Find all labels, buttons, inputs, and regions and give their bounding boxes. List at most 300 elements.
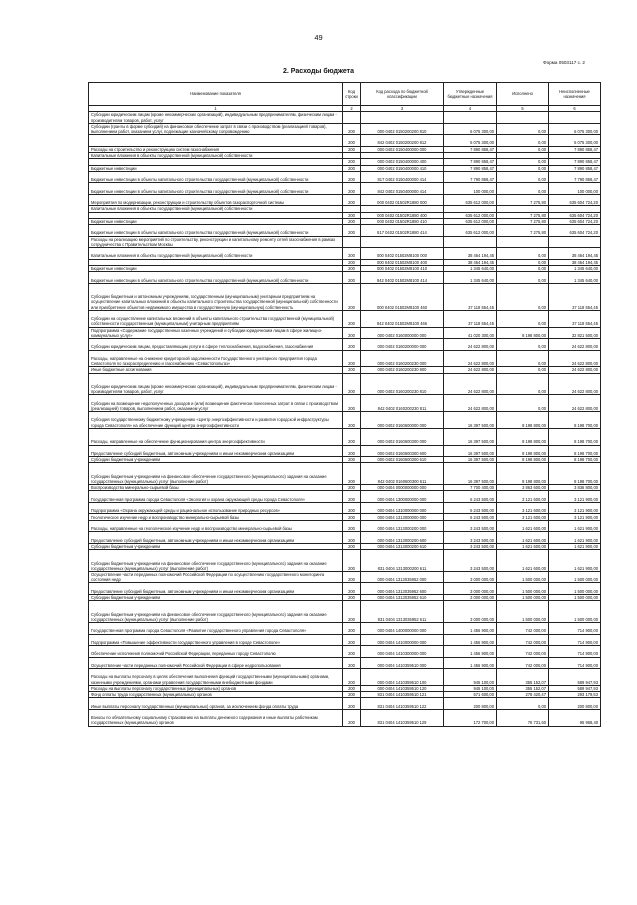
row-budget-code: 000 0404 1410359510 000 [361, 657, 444, 669]
row-approved-value: 16 397 500,00 [444, 445, 497, 457]
row-indicator-name: Геологическое изучение недр и воспроизводство минерально-сырьевой базы [89, 514, 343, 520]
row-executed-value: 8 198 800,00 [497, 327, 549, 339]
row-executed-value: 0,00 [497, 350, 549, 367]
row-executed-value: 8 198 800,00 [497, 445, 549, 457]
row-approved-value: 37 118 554,45 [444, 310, 497, 327]
row-indicator-name: Воспроизводство минерально-сырьевой базы [89, 485, 343, 491]
row-line-code: 200 [343, 171, 361, 183]
row-approved-value: 41 020 300,00 [444, 327, 497, 339]
table-row [89, 236, 601, 248]
table-row [89, 194, 601, 206]
row-budget-code: 000 0404 1313000200 600 [361, 532, 444, 544]
row-executed-value: 0,00 [497, 698, 549, 710]
row-approved-value: 3 000 000,00 [444, 571, 497, 583]
row-executed-value: 1 500 000,00 [497, 601, 549, 623]
row-line-code: 200 [343, 623, 361, 635]
row-unexecuted-value: 635 604 724,20 [549, 218, 601, 224]
row-budget-code: 000 0404 1410359510 120 [361, 685, 444, 691]
row-indicator-name: Предоставление субсидий бюджетным, автономным учреждениям и иным некоммерческим организациям [89, 532, 343, 544]
table-row [89, 428, 601, 445]
row-line-code: 200 [343, 350, 361, 367]
row-approved-value: 635 612 000,00 [444, 218, 497, 224]
row-executed-value: 1 621 600,00 [497, 550, 549, 572]
row-unexecuted-value: 8 198 700,00 [549, 457, 601, 463]
row-approved-value: 3 243 500,00 [444, 550, 497, 572]
row-line-code: 200 [343, 491, 361, 503]
row-unexecuted-value: 1 500 000,00 [549, 583, 601, 595]
row-indicator-name: Расходы на выплаты персоналу государственных (муниципальных) органов [89, 685, 343, 691]
table-row [89, 412, 601, 429]
row-indicator-name: Государственная программа города Севастополя «Развитие государственного управления города Севастополя» [89, 623, 343, 635]
row-line-code: 200 [343, 135, 361, 147]
row-unexecuted-value: 8 198 700,00 [549, 412, 601, 429]
table-row [89, 502, 601, 514]
row-executed-value: 0,00 [497, 165, 549, 171]
row-indicator-name: Иные бюджетные ассигнования [89, 367, 343, 373]
row-executed-value: 8 198 800,00 [497, 412, 549, 429]
row-unexecuted-value: 24 622 800,00 [549, 367, 601, 373]
page-number: 49 [314, 33, 323, 42]
header-line-code: Код строки [343, 83, 361, 106]
row-line-code: 200 [343, 669, 361, 686]
row-approved-value: 1 456 900,00 [444, 646, 497, 658]
row-approved-value: 7 700 400,00 [444, 485, 497, 491]
row-budget-code: 000 0402 0150400000 000 [361, 146, 444, 152]
table-row [89, 135, 601, 147]
row-budget-code: 000 0402 01502М8100 410 [361, 265, 444, 271]
row-budget-code: 000 0402 0160000000 000 [361, 327, 444, 339]
row-line-code: 200 [343, 685, 361, 691]
row-unexecuted-value: 8 198 700,00 [549, 428, 601, 445]
row-indicator-name: Мероприятия по модернизации, реконструкции и строительству объектов газораспорточной системы [89, 194, 343, 206]
row-executed-value: 0,00 [497, 367, 549, 373]
row-budget-code: 000 0404 1410359510 100 [361, 669, 444, 686]
expenses-table-wrapper [88, 82, 600, 727]
row-executed-value: 0,00 [497, 310, 549, 327]
row-indicator-name: Субсидии бюджетным учреждениям [89, 543, 343, 549]
table-row [89, 532, 601, 544]
row-unexecuted-value: 100 000,00 [549, 183, 601, 195]
row-indicator-name: Бюджетные инвестиции [89, 218, 343, 224]
expenses-table [88, 82, 601, 727]
row-executed-value: 0,00 [497, 135, 549, 147]
row-indicator-name: Расходы на строительство и реконструкцию систем газоснабжения [89, 146, 343, 152]
row-line-code: 200 [343, 367, 361, 373]
row-line-code: 200 [343, 183, 361, 195]
row-indicator-name: Фонд оплаты труда государственных (муниципальных) органов [89, 692, 343, 698]
row-line-code [343, 112, 361, 124]
table-row [89, 623, 601, 635]
row-indicator-name: Расходы на реализацию мероприятий по строительству, реконструкции и капитальному ремонту сетей газоснабжения в рамках сотрудничества с Правительством Москвы [89, 236, 343, 248]
row-executed-value: 0,00 [497, 248, 549, 260]
column-index: 1 [89, 106, 343, 112]
row-executed-value: 1 621 600,00 [497, 532, 549, 544]
row-indicator-name: Подпрограмма «Охрана окружающей среды и рациональное использование природных ресурсов» [89, 502, 343, 514]
row-unexecuted-value: 7 790 858,47 [549, 171, 601, 183]
row-approved-value: 24 622 800,00 [444, 350, 497, 367]
row-approved-value: 24 622 800,00 [444, 339, 497, 351]
row-executed-value: 0,00 [497, 159, 549, 165]
row-approved-value: 635 612 000,00 [444, 194, 497, 206]
row-executed-value: 0,00 [497, 272, 549, 284]
column-index: 2 [343, 106, 361, 112]
row-indicator-name: Предоставление субсидий бюджетным, автономным учреждениям и иным некоммерческим организациям [89, 445, 343, 457]
row-approved-value: 16 397 500,00 [444, 457, 497, 463]
row-approved-value: 100 000,00 [444, 183, 497, 195]
row-budget-code: 817 0402 01502R1880 414 [361, 225, 444, 237]
row-line-code: 200 [343, 550, 361, 572]
row-indicator-name: Капитальные вложения в объекты государственной (муниципальной) собственности [89, 206, 343, 212]
row-budget-code: 831 0404 1410359510 129 [361, 709, 444, 726]
row-line-code: 200 [343, 123, 361, 134]
row-executed-value: 0,00 [497, 259, 549, 265]
row-line-code: 200 [343, 485, 361, 491]
row-unexecuted-value: 95 968,40 [549, 709, 601, 726]
row-unexecuted-value: 3 121 900,00 [549, 502, 601, 514]
header-executed: Исполнено [497, 83, 549, 106]
table-row [89, 310, 601, 327]
table-row [89, 248, 601, 260]
table-row [89, 463, 601, 485]
row-executed-value: 0,00 [497, 123, 549, 134]
row-unexecuted-value: 1 500 000,00 [549, 571, 601, 583]
row-approved-value: 6 243 500,00 [444, 502, 497, 514]
row-budget-code: 000 0402 0160600300 000 [361, 428, 444, 445]
row-indicator-name: Подпрограмма «Содержание государственных казенных учреждений и субсидии юридическим лицам в сфере жилищно-коммунальных услуг» [89, 327, 343, 339]
row-approved-value: 24 622 800,00 [444, 367, 497, 373]
row-indicator-name: Осуществление части переданных полномочий Российской Федерации по осуществлению государственного мониторинга состояния недр [89, 571, 343, 583]
row-line-code: 200 [343, 457, 361, 463]
table-row [89, 123, 601, 134]
table-row [89, 709, 601, 726]
row-budget-code: 000 0404 1410300000 000 [361, 646, 444, 658]
row-budget-code: 000 0404 1310000000 000 [361, 502, 444, 514]
row-budget-code [361, 236, 444, 248]
row-executed-value: 8 198 800,00 [497, 457, 549, 463]
table-row [89, 550, 601, 572]
row-executed-value: 1 500 000,00 [497, 583, 549, 595]
row-indicator-name: Иные выплаты персоналу государственных (муниципальных) органов, за исключением фонда оплаты труда [89, 698, 343, 710]
column-index: 6 [549, 106, 601, 112]
table-row [89, 698, 601, 710]
header-approved: Утвержденные бюджетные назначения [444, 83, 497, 106]
row-indicator-name: Расходы, направленные на геологическое изучение недр и воспроизводство минерально-сырьевой базы [89, 520, 343, 532]
row-line-code: 200 [343, 265, 361, 271]
row-approved-value: 24 622 800,00 [444, 395, 497, 412]
table-row [89, 327, 601, 339]
row-line-code: 200 [343, 698, 361, 710]
row-approved-value: 7 890 858,47 [444, 165, 497, 171]
row-line-code: 200 [343, 428, 361, 445]
row-line-code: 200 [343, 514, 361, 520]
table-row [89, 634, 601, 646]
row-unexecuted-value: 37 118 554,45 [549, 283, 601, 310]
row-line-code: 200 [343, 532, 361, 544]
row-approved-value: 7 790 858,47 [444, 171, 497, 183]
row-budget-code: 842 0402 0160600300 611 [361, 463, 444, 485]
row-unexecuted-value: 635 604 724,20 [549, 225, 601, 237]
row-indicator-name: Осуществление части переданных полномочий Российской Федерации в сфере недропользования [89, 657, 343, 669]
row-indicator-name: Бюджетные инвестиции в объекты капитального строительства государственной (муниципальной) собственности [89, 171, 343, 183]
row-line-code: 200 [343, 146, 361, 152]
row-executed-value [497, 112, 549, 124]
row-line-code: 200 [343, 225, 361, 237]
row-line-code: 200 [343, 327, 361, 339]
row-unexecuted-value: 24 622 800,00 [549, 395, 601, 412]
row-executed-value: 76 731,60 [497, 709, 549, 726]
row-budget-code: 842 0402 0150400000 414 [361, 183, 444, 195]
row-budget-code: 000 0402 0150200200 810 [361, 123, 444, 134]
row-indicator-name: Бюджетные инвестиции [89, 165, 343, 171]
row-approved-value: 3 243 500,00 [444, 520, 497, 532]
row-indicator-name: Субсидии на осуществление капитальных вложений в объекты капитального строительства государственной (муниципальной) собственности государственным (муниципальным) унитарным предприятиям [89, 310, 343, 327]
row-unexecuted-value: 6 075 300,00 [549, 123, 601, 134]
table-row [89, 350, 601, 367]
row-budget-code: 000 0402 01502М8100 000 [361, 248, 444, 260]
row-approved-value: 3 000 000,00 [444, 601, 497, 623]
form-code: Форма 0503117 с. 2 [543, 60, 585, 65]
column-index: 5 [497, 106, 549, 112]
row-approved-value: 635 612 000,00 [444, 225, 497, 237]
row-unexecuted-value: 589 947,93 [549, 685, 601, 691]
table-row [89, 272, 601, 284]
table-row [89, 373, 601, 395]
row-approved-value: 6 243 500,00 [444, 514, 497, 520]
row-unexecuted-value: 3 836 800,00 [549, 485, 601, 491]
row-approved-value: 16 397 500,00 [444, 463, 497, 485]
table-header-row [89, 83, 601, 106]
row-budget-code: 000 0402 01502М8100 400 [361, 259, 444, 265]
column-index: 4 [444, 106, 497, 112]
row-indicator-name: Субсидии бюджетным учреждениям [89, 594, 343, 600]
row-indicator-name: Предоставление субсидий бюджетным, автономным учреждениям и иным некоммерческим организациям [89, 583, 343, 595]
row-approved-value: 16 397 500,00 [444, 412, 497, 429]
row-executed-value: 0,00 [497, 171, 549, 183]
row-executed-value: 7 275,80 [497, 212, 549, 218]
row-line-code: 200 [343, 310, 361, 327]
row-executed-value: 0,00 [497, 395, 549, 412]
row-budget-code: 831 0404 1410359510 122 [361, 698, 444, 710]
row-approved-value: 945 100,00 [444, 685, 497, 691]
table-row [89, 283, 601, 310]
row-executed-value: 8 198 800,00 [497, 463, 549, 485]
row-executed-value: 3 863 600,00 [497, 485, 549, 491]
row-approved-value: 6 075 300,00 [444, 123, 497, 134]
row-budget-code: 000 0402 0160200230 800 [361, 367, 444, 373]
row-unexecuted-value: 200 800,00 [549, 698, 601, 710]
row-indicator-name: Бюджетные инвестиции в объекты капитального строительства государственной (муниципальной) собственности [89, 183, 343, 195]
row-indicator-name: Субсидии юридическим лицам, предоставляющим услуги в сфере теплоснабжения, водоснабжения, газоснабжения [89, 339, 343, 351]
header-budget-code: Код расхода по бюджетной классификации [361, 83, 444, 106]
row-unexecuted-value: 714 900,00 [549, 657, 601, 669]
row-budget-code: 831 0404 1410359510 121 [361, 692, 444, 698]
row-line-code: 200 [343, 543, 361, 549]
row-unexecuted-value: 24 622 800,00 [549, 373, 601, 395]
row-line-code: 200 [343, 571, 361, 583]
row-unexecuted-value [549, 236, 601, 248]
row-budget-code: 000 0402 01502R1880 400 [361, 212, 444, 218]
row-budget-code: 000 0402 01502R1880 000 [361, 194, 444, 206]
row-budget-code: 000 0402 0160600300 610 [361, 457, 444, 463]
row-executed-value: 355 152,07 [497, 669, 549, 686]
row-indicator-name: Бюджетные инвестиции [89, 265, 343, 271]
row-executed-value: 0,00 [497, 283, 549, 310]
row-budget-code [361, 112, 444, 124]
row-line-code: 200 [343, 395, 361, 412]
row-line-code: 200 [343, 212, 361, 218]
table-row [89, 491, 601, 503]
row-indicator-name: Капитальные вложения в объекты государственной (муниципальной) собственности [89, 248, 343, 260]
row-line-code: 200 [343, 272, 361, 284]
row-indicator-name [89, 135, 343, 147]
row-approved-value: 635 612 000,00 [444, 212, 497, 218]
row-indicator-name: Подпрограмма «Повышение эффективности государственного управления в городе Севастополе» [89, 634, 343, 646]
row-approved-value: 3 000 000,00 [444, 583, 497, 595]
row-line-code: 200 [343, 520, 361, 532]
row-line-code: 200 [343, 283, 361, 310]
row-approved-value: 3 000 000,00 [444, 594, 497, 600]
row-approved-value: 945 100,00 [444, 669, 497, 686]
row-unexecuted-value: 1 621 900,00 [549, 543, 601, 549]
table-row [89, 520, 601, 532]
row-approved-value: 1 345 640,00 [444, 265, 497, 271]
row-budget-code: 000 0404 0000000000 000 [361, 485, 444, 491]
row-budget-code: 000 0402 01502М8100 460 [361, 283, 444, 310]
row-budget-code: 000 0404 1400000000 000 [361, 623, 444, 635]
row-line-code: 200 [343, 165, 361, 171]
row-budget-code: 000 0404 1410000000 000 [361, 634, 444, 646]
header-indicator-name: Наименование показателя [89, 83, 343, 106]
row-executed-value: 7 275,80 [497, 225, 549, 237]
row-line-code: 200 [343, 692, 361, 698]
row-line-code: 200 [343, 594, 361, 600]
row-unexecuted-value: 1 621 900,00 [549, 520, 601, 532]
row-executed-value: 7 275,80 [497, 218, 549, 224]
row-approved-value: 200 800,00 [444, 698, 497, 710]
row-indicator-name: Субсидии бюджетным учреждениям на финансовое обеспечение государственного (муниципального) задания на оказание государственных (муниципальных) услуг (выполнение работ) [89, 601, 343, 623]
row-unexecuted-value: 293 179,53 [549, 692, 601, 698]
row-approved-value: 571 600,00 [444, 692, 497, 698]
row-indicator-name: Бюджетные инвестиции в объекты капитального строительства государственной (муниципальной) собственности [89, 225, 343, 237]
row-approved-value: 24 622 800,00 [444, 373, 497, 395]
section-title: 2. Расходы бюджета [283, 68, 354, 75]
row-executed-value: 0,00 [497, 183, 549, 195]
row-indicator-name: Субсидии бюджетным и автономным учреждениям, государственным (муниципальным) унитарным предприятиям на осуществление капитальных вложений в объекты капитального строительства государственной (муниципальной) собственности или приобретение объектов недвижимого имущества в государственную (муниципальную) собственность [89, 283, 343, 310]
row-approved-value: 7 890 858,47 [444, 146, 497, 152]
row-executed-value: 7 275,80 [497, 194, 549, 206]
row-executed-value: 3 121 600,00 [497, 502, 549, 514]
row-budget-code: 000 0402 0160200000 000 [361, 339, 444, 351]
row-budget-code: 000 0404 1313035952 000 [361, 571, 444, 583]
table-row [89, 571, 601, 583]
row-indicator-name: Субсидии бюджетным учреждениям на финансовое обеспечение государственного (муниципального) задания на оказание государственных (муниципальных) услуг (выполнение работ) [89, 550, 343, 572]
row-budget-code: 000 0404 1313000000 000 [361, 514, 444, 520]
row-unexecuted-value: 714 900,00 [549, 646, 601, 658]
row-approved-value: 3 243 500,00 [444, 532, 497, 544]
row-indicator-name: Субсидии юридическим лицам (кроме некоммерческих организаций), индивидуальным предпринимателям, физическим лицам - производителям товаров, работ, услуг [89, 112, 343, 124]
table-row [89, 445, 601, 457]
row-unexecuted-value: 714 900,00 [549, 623, 601, 635]
row-unexecuted-value: 1 500 000,00 [549, 594, 601, 600]
row-approved-value [444, 112, 497, 124]
table-row [89, 601, 601, 623]
row-budget-code: 000 0402 0160600000 000 [361, 412, 444, 429]
row-unexecuted-value: 37 118 554,45 [549, 310, 601, 327]
table-row [89, 646, 601, 658]
row-indicator-name: Субсидии бюджетным учреждениям на финансовое обеспечение государственного (муниципального) задания на оказание государственных (муниципальных) услуг (выполнение работ) [89, 463, 343, 485]
row-budget-code: 842 0402 0160200230 811 [361, 395, 444, 412]
row-indicator-name: Обеспечение исполнения полномочий Российской Федерации, переданных городу Севастополю [89, 646, 343, 658]
row-unexecuted-value: 635 604 724,20 [549, 212, 601, 218]
row-budget-code: 000 0402 0150400000 400 [361, 159, 444, 165]
row-budget-code: 000 0402 01502R1880 410 [361, 218, 444, 224]
row-budget-code: 000 0404 1313000200 610 [361, 543, 444, 549]
row-indicator-name: Бюджетные инвестиции в объекты капитального строительства государственной (муниципальной) собственности [89, 272, 343, 284]
row-unexecuted-value: 38 464 194,45 [549, 259, 601, 265]
row-budget-code: 000 0404 1313035952 600 [361, 583, 444, 595]
row-executed-value: 1 621 600,00 [497, 520, 549, 532]
row-approved-value: 37 118 554,45 [444, 283, 497, 310]
row-approved-value [444, 236, 497, 248]
row-approved-value: 38 464 194,45 [444, 259, 497, 265]
row-unexecuted-value: 1 500 000,00 [549, 601, 601, 623]
row-executed-value: 3 121 600,00 [497, 514, 549, 520]
row-budget-code: 000 0402 0150400000 410 [361, 165, 444, 171]
table-row [89, 339, 601, 351]
row-executed-value: 1 621 600,00 [497, 543, 549, 549]
row-approved-value: 1 456 900,00 [444, 634, 497, 646]
row-unexecuted-value: 3 121 900,00 [549, 491, 601, 503]
row-executed-value: 1 500 000,00 [497, 571, 549, 583]
row-executed-value: 742 000,00 [497, 657, 549, 669]
header-unexecuted: Неисполненные назначения [549, 83, 601, 106]
row-executed-value: 1 500 000,00 [497, 594, 549, 600]
row-line-code: 200 [343, 634, 361, 646]
row-approved-value: 1 456 900,00 [444, 623, 497, 635]
row-approved-value: 1 345 640,00 [444, 272, 497, 284]
row-executed-value: 0,00 [497, 146, 549, 152]
row-unexecuted-value: 1 621 900,00 [549, 550, 601, 572]
row-executed-value: 278 420,47 [497, 692, 549, 698]
row-approved-value: 172 700,00 [444, 709, 497, 726]
row-approved-value: 38 464 194,45 [444, 248, 497, 260]
row-indicator-name: Субсидия государственному бюджетному учреждению «Центр энергоэффективности и развития городской инфраструктуры города Севастополя» на обеспечение функций центра энергоэффективности [89, 412, 343, 429]
row-approved-value: 6 075 300,00 [444, 135, 497, 147]
row-indicator-name: Субсидии бюджетным учреждениям [89, 457, 343, 463]
row-approved-value: 3 243 500,00 [444, 543, 497, 549]
table-row [89, 395, 601, 412]
row-indicator-name: Расходы, направленные на обеспечение функционирования центра энергоэффективности [89, 428, 343, 445]
row-line-code: 200 [343, 583, 361, 595]
row-line-code: 200 [343, 159, 361, 165]
row-line-code: 200 [343, 259, 361, 265]
row-line-code: 200 [343, 339, 361, 351]
row-indicator-name: Субсидии на возмещение недополученных доходов и (или) возмещение фактически понесенных затрат в связи с производством (реализацией) товаров, выполнением работ, оказанием услуг [89, 395, 343, 412]
row-budget-code: 842 0402 0150200200 812 [361, 135, 444, 147]
table-row [89, 657, 601, 669]
row-unexecuted-value: 589 947,93 [549, 669, 601, 686]
row-line-code: 200 [343, 646, 361, 658]
row-indicator-name: Субсидии юридическим лицам (кроме некоммерческих организаций), индивидуальным предпринимателям, физическим лицам - производителям товаров, работ, услуг [89, 373, 343, 395]
row-executed-value: 0,00 [497, 265, 549, 271]
row-unexecuted-value: 6 075 300,00 [549, 135, 601, 147]
row-approved-value: 6 243 500,00 [444, 491, 497, 503]
row-indicator-name: Субсидии (гранты в форме субсидий) на финансовое обеспечение затрат в связи с производством (реализацией товаров), выполнением работ, оказанием услуг, подлежащие казначейскому сопровождению [89, 123, 343, 134]
row-line-code: 200 [343, 502, 361, 514]
row-executed-value: 3 121 600,00 [497, 491, 549, 503]
row-unexecuted-value: 1 621 900,00 [549, 532, 601, 544]
row-line-code: 200 [343, 463, 361, 485]
